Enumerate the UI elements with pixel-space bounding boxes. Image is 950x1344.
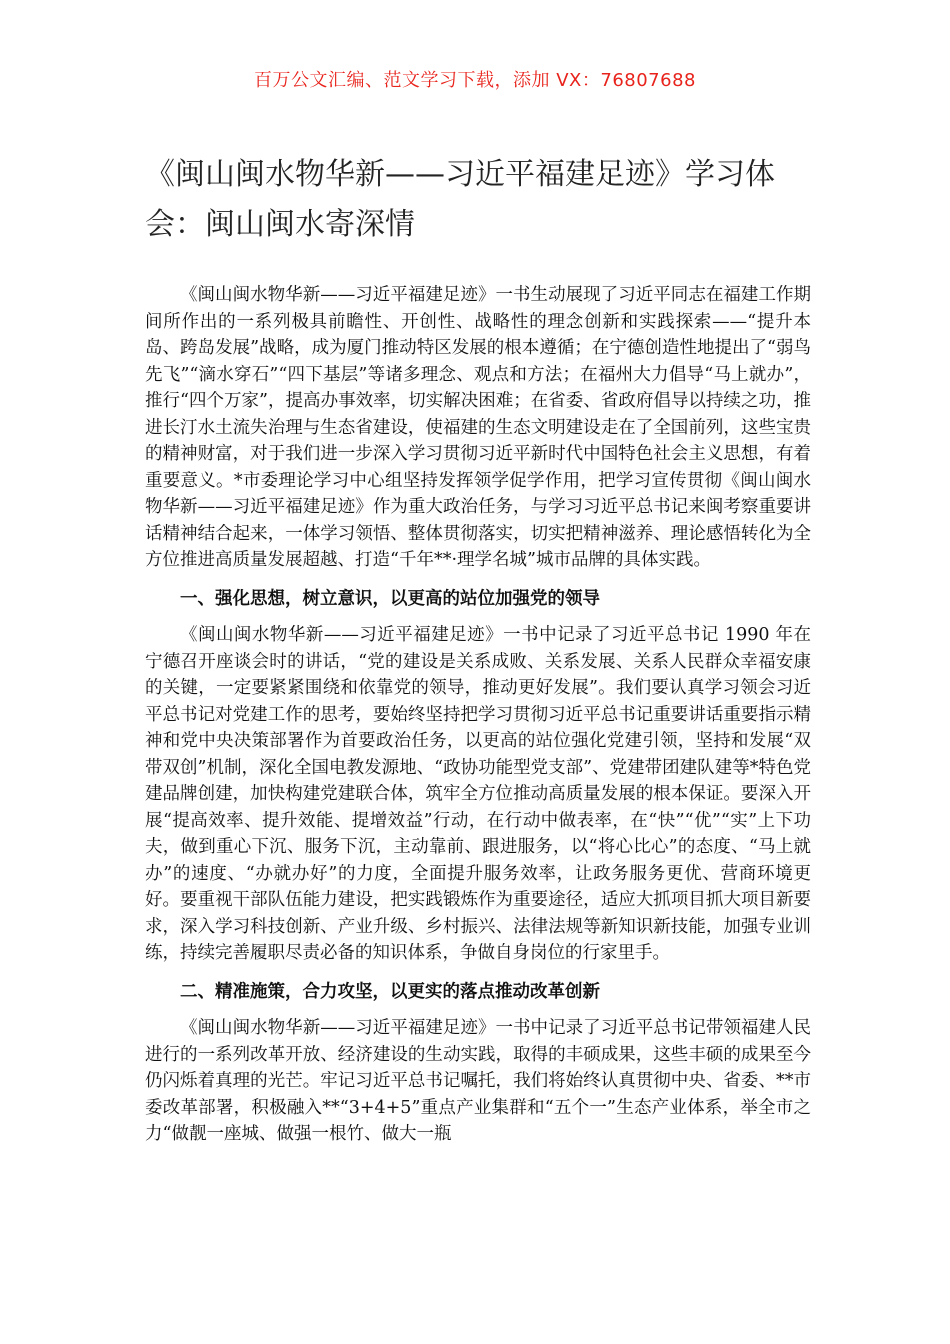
section-heading-1: 一、强化思想，树立意识，以更高的站位加强党的领导 (180, 588, 600, 609)
section-heading-2: 二、精准施策，合力攻坚，以更实的落点推动改革创新 (180, 981, 600, 1002)
intro-paragraph: 《闽山闽水物华新——习近平福建足迹》一书生动展现了习近平同志在福建工作期间所作出的一系列极具前瞻性、开创性、战略性的理念创新和实践探索——“提升本岛、跨岛发展”战略，成为厦门推动特区发展的根本遵循；在宁德创造性地提出了“弱鸟先飞”“滴水穿石”“四下基层”等诸多理念、观点和方法；在福州大力倡导“马上就办”，推行“四个万家”，提高办事效率，切实解决困难；在省委、省政府倡导以持续之功，推进长汀水土流失治理与生态省建设，使福建的生态文明建设走在了全国前列，这些宝贵的精神财富，对于我们进一步深入学习贯彻习近平新时代中国特色社会主义思想，有着重要意义。*市委理论学习中心组坚持发挥领学促学作用，把学习宣传贯彻《闽山闽水物华新——习近平福建足迹》作为重大政治任务，与学习习近平总书记来闽考察重要讲话精神结合起来，一体学习领悟、整体贯彻落实，切实把精神滋养、理论感悟转化为全方位推进高质量发展超越、打造“千年**·理学名城”城市品牌的具体实践。 (145, 285, 811, 570)
section-2-paragraph: 《闽山闽水物华新——习近平福建足迹》一书中记录了习近平总书记带领福建人民进行的一系列改革开放、经济建设的生动实践，取得的丰硕成果，这些丰硕的成果至今仍闪烁着真理的光芒。牢记习近平总书记嘱托，我们将始终认真贯彻中央、省委、**市委改革部署，积极融入**“3+4+5”重点产业集群和“五个一”生态产业体系，举全市之力“做靓一座城、做强一根竹、做大一瓶 (145, 1018, 811, 1144)
document-body (145, 282, 811, 1148)
document-title: 《闽山闽水物华新——习近平福建足迹》学习体会：闽山闽水寄深情 (145, 157, 775, 242)
header-note: 百万公文汇编、范文学习下载，添加 VX：76807688 (254, 70, 696, 91)
section-1-paragraph: 《闽山闽水物华新——习近平福建足迹》一书中记录了习近平总书记 1990 年在宁德召开座谈会时的讲话，“党的建设是关系成败、关系发展、关系人民群众幸福安康的关键，一定要紧紧围绕和依靠党的领导，推动更好发展”。我们要认真学习领会习近平总书记对党建工作的思考，要始终坚持把学习贯彻习近平总书记重要讲话重要指示精神和党中央决策部署作为首要政治任务，以更高的站位强化党建引领，坚持和发展“双带双创”机制，深化全国电教发源地、“政协功能型党支部”、党建带团建队建等*特色党建品牌创建，加快构建党建联合体，筑牢全方位推动高质量发展的根本保证。要深入开展“提高效率、提升效能、提增效益”行动，在行动中做表率，在“快”“优”“实”上下功夫，做到重心下沉、服务下沉，主动靠前、跟进服务，以“将心比心”的态度、“马上就办”的速度、“办就办好”的力度，全面提升服务效率，让政务服务更优、营商环境更好。要重视干部队伍能力建设，把实践锻炼作为重要途径，适应大抓项目抓大项目新要求，深入学习科技创新、产业升级、乡村振兴、法律法规等新知识新技能，加强专业训练，持续完善履职尽责必备的知识体系，争做自身岗位的行家里手。 (145, 625, 811, 963)
